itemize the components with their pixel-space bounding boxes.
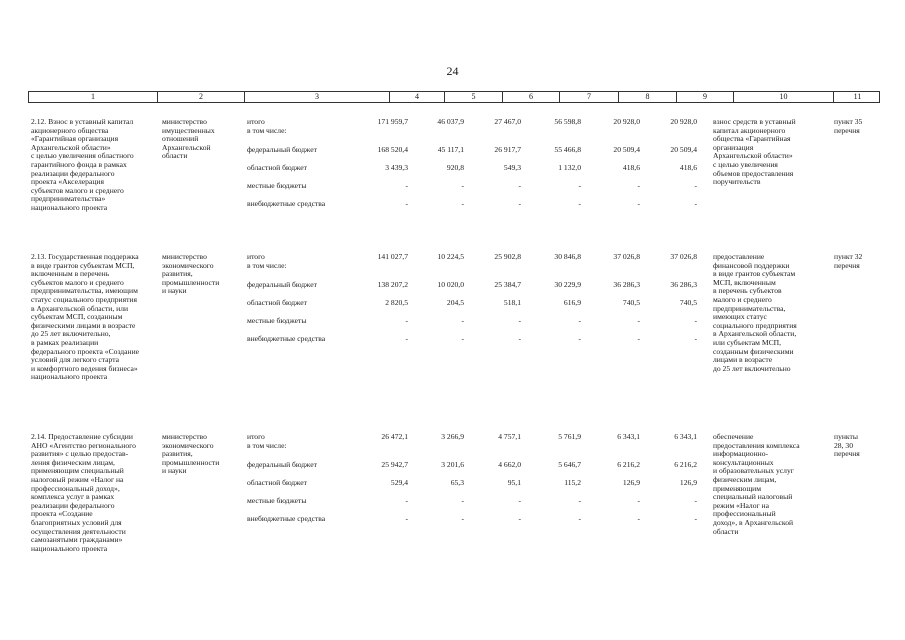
- financing-value: 65,3: [450, 478, 464, 487]
- plan-reference: пункт 32 перечня: [834, 252, 863, 270]
- financing-value: 126,9: [622, 478, 640, 487]
- financing-value: -: [461, 514, 464, 523]
- financing-value: 3 266,9: [441, 432, 464, 441]
- financing-value: -: [518, 199, 521, 208]
- financing-value: 27 467,0: [494, 117, 521, 126]
- financing-value: 26 917,7: [494, 145, 521, 154]
- financing-value: 740,5: [622, 298, 640, 307]
- financing-value: -: [518, 181, 521, 190]
- financing-value: -: [405, 316, 408, 325]
- column-number: 8: [618, 92, 676, 102]
- financing-value: 1 132,0: [558, 163, 581, 172]
- financing-value: 25 902,8: [494, 252, 521, 261]
- column-number: 3: [244, 92, 389, 102]
- column-number: 10: [733, 92, 833, 102]
- financing-value: -: [461, 199, 464, 208]
- column-number: 11: [833, 92, 881, 102]
- financing-value: -: [578, 199, 581, 208]
- financing-value: 20 509,4: [670, 145, 697, 154]
- financing-value: -: [518, 514, 521, 523]
- financing-value: 20 509,4: [613, 145, 640, 154]
- funding-source-label: внебюджетные средства: [247, 199, 326, 208]
- financing-value: 4 662,0: [498, 460, 521, 469]
- funding-source-label: итого в том числе:: [247, 117, 287, 135]
- column-number: 9: [676, 92, 733, 102]
- financing-value: -: [694, 334, 697, 343]
- funding-source-label: местные бюджеты: [247, 496, 307, 505]
- column-number: 6: [502, 92, 559, 102]
- column-number: 2: [157, 92, 244, 102]
- financing-value: 3 439,3: [385, 163, 408, 172]
- funding-source-label: внебюджетные средства: [247, 334, 326, 343]
- financing-value: 55 466,8: [554, 145, 581, 154]
- financing-value: 518,1: [503, 298, 521, 307]
- column-number: 7: [559, 92, 618, 102]
- financing-value: 56 598,8: [554, 117, 581, 126]
- financing-value: 46 037,9: [437, 117, 464, 126]
- financing-value: 95,1: [507, 478, 521, 487]
- plan-reference: пункт 35 перечня: [834, 117, 863, 135]
- financing-value: -: [518, 316, 521, 325]
- financing-value: -: [694, 199, 697, 208]
- financing-value: 126,9: [679, 478, 697, 487]
- financing-value: 138 207,2: [377, 280, 408, 289]
- financing-value: 30 846,8: [554, 252, 581, 261]
- funding-source-label: областной бюджет: [247, 163, 307, 172]
- financing-value: 740,5: [679, 298, 697, 307]
- plan-reference: пункты 28, 30 перечня: [834, 432, 860, 459]
- financing-value: -: [637, 496, 640, 505]
- financing-value: -: [578, 514, 581, 523]
- financing-value: -: [461, 181, 464, 190]
- financing-value: 529,4: [390, 478, 408, 487]
- expected-result: обеспечение предоставления комплекса информационно- консультационных и образовательных услуг физическим лицам, применяющим специальный налоговый режим «Налог на профессиональный доход», в Архангельской области: [713, 432, 800, 536]
- financing-value: -: [405, 199, 408, 208]
- funding-source-label: итого в том числе:: [247, 432, 287, 450]
- executor-name: министерство экономического развития, промышленности и науки: [162, 432, 220, 476]
- financing-value: 25 384,7: [494, 280, 521, 289]
- financing-value: -: [461, 496, 464, 505]
- financing-value: 5 646,7: [558, 460, 581, 469]
- financing-value: -: [637, 334, 640, 343]
- table-header-row: [28, 91, 880, 103]
- funding-source-label: местные бюджеты: [247, 181, 307, 190]
- financing-value: 171 959,7: [377, 117, 408, 126]
- financing-value: -: [694, 514, 697, 523]
- financing-value: -: [637, 514, 640, 523]
- funding-source-label: федеральный бюджет: [247, 460, 317, 469]
- financing-value: -: [405, 496, 408, 505]
- measure-name: 2.12. Взнос в уставный капитал акционерного общества «Гарантийная организация Архангельской области» с целью увеличения областного гарантийного фонда в рамках реализации федерального проекта «Акселерация субъектов малого и среднего предпринимательства» национального проекта: [31, 117, 134, 212]
- funding-source-label: внебюджетные средства: [247, 514, 326, 523]
- financing-value: -: [405, 514, 408, 523]
- expected-result: взнос средств в уставный капитал акционерного общества «Гарантийная организация Архангельской области» с целью увеличения объемов предоставления поручительств: [713, 117, 796, 187]
- financing-value: 26 472,1: [381, 432, 408, 441]
- financing-value: 616,9: [563, 298, 581, 307]
- financing-value: 920,8: [446, 163, 464, 172]
- financing-value: 6 216,2: [617, 460, 640, 469]
- page-number: 24: [446, 64, 459, 78]
- financing-value: 4 757,1: [498, 432, 521, 441]
- financing-value: -: [637, 181, 640, 190]
- financing-value: 2 820,5: [385, 298, 408, 307]
- funding-source-label: федеральный бюджет: [247, 280, 317, 289]
- financing-value: -: [637, 199, 640, 208]
- financing-value: 37 026,8: [670, 252, 697, 261]
- financing-value: -: [694, 496, 697, 505]
- financing-value: 36 286,3: [670, 280, 697, 289]
- financing-value: 10 020,0: [437, 280, 464, 289]
- financing-value: 204,5: [446, 298, 464, 307]
- financing-value: -: [461, 334, 464, 343]
- financing-value: 141 027,7: [377, 252, 408, 261]
- financing-value: 549,3: [503, 163, 521, 172]
- financing-value: 3 201,6: [441, 460, 464, 469]
- financing-value: -: [461, 316, 464, 325]
- financing-value: 168 520,4: [377, 145, 408, 154]
- financing-value: -: [405, 334, 408, 343]
- financing-value: -: [578, 181, 581, 190]
- column-number: 5: [444, 92, 502, 102]
- financing-value: 115,2: [564, 478, 581, 487]
- financing-value: 20 928,0: [670, 117, 697, 126]
- funding-source-label: областной бюджет: [247, 478, 307, 487]
- financing-value: -: [405, 181, 408, 190]
- executor-name: министерство имущественных отношений Архангельской области: [162, 117, 215, 161]
- financing-value: 418,6: [679, 163, 697, 172]
- financing-value: -: [578, 316, 581, 325]
- financing-value: -: [578, 496, 581, 505]
- financing-value: -: [694, 181, 697, 190]
- funding-source-label: итого в том числе:: [247, 252, 287, 270]
- column-number: 4: [389, 92, 444, 102]
- financing-value: 5 761,9: [558, 432, 581, 441]
- funding-source-label: местные бюджеты: [247, 316, 307, 325]
- financing-value: 418,6: [622, 163, 640, 172]
- financing-value: -: [518, 496, 521, 505]
- measure-name: 2.14. Предоставление субсидии АНО «Агентство регионального развития» с целью предостав- ления физическим лицам, применяющим специальный налоговый режим «Налог на профессиональный доход», комплекса услуг в рамках реализации федерального проекта «Создание благоприятных условий для осуществления деятельности самозанятыми гражданами» национального проекта: [31, 432, 136, 553]
- financing-value: 20 928,0: [613, 117, 640, 126]
- financing-value: 37 026,8: [613, 252, 640, 261]
- financing-value: -: [694, 316, 697, 325]
- financing-value: 45 117,1: [437, 145, 464, 154]
- column-number: 1: [91, 92, 95, 101]
- financing-value: 25 942,7: [381, 460, 408, 469]
- financing-value: 36 286,3: [613, 280, 640, 289]
- financing-value: -: [637, 316, 640, 325]
- measure-name: 2.13. Государственная поддержка в виде грантов субъектам МСП, включенным в перечень субъектов малого и среднего предпринимательства, имеющим статус социального предприятия в Архангельской области, или субъектам МСП, созданным физическими лицами в возрасте до 25 лет включительно, в рамках реализации федерального проекта «Создание условий для легкого старта и комфортного ведения бизнеса» национального проекта: [31, 252, 140, 382]
- financing-value: 6 343,1: [674, 432, 697, 441]
- executor-name: министерство экономического развития, промышленности и науки: [162, 252, 220, 296]
- financing-value: -: [578, 334, 581, 343]
- expected-result: предоставление финансовой поддержки в виде грантов субъектам МСП, включенным в перечень субъектов малого и среднего предпринимательства, имеющих статус социального предприятия в Архангельской области, или субъектам МСП, созданным физическими лицами в возрасте до 25 лет включительно: [713, 252, 797, 373]
- financing-value: 30 229,9: [554, 280, 581, 289]
- financing-value: 6 343,1: [617, 432, 640, 441]
- financing-value: -: [518, 334, 521, 343]
- financing-value: 6 216,2: [674, 460, 697, 469]
- funding-source-label: областной бюджет: [247, 298, 307, 307]
- funding-source-label: федеральный бюджет: [247, 145, 317, 154]
- financing-value: 10 224,5: [437, 252, 464, 261]
